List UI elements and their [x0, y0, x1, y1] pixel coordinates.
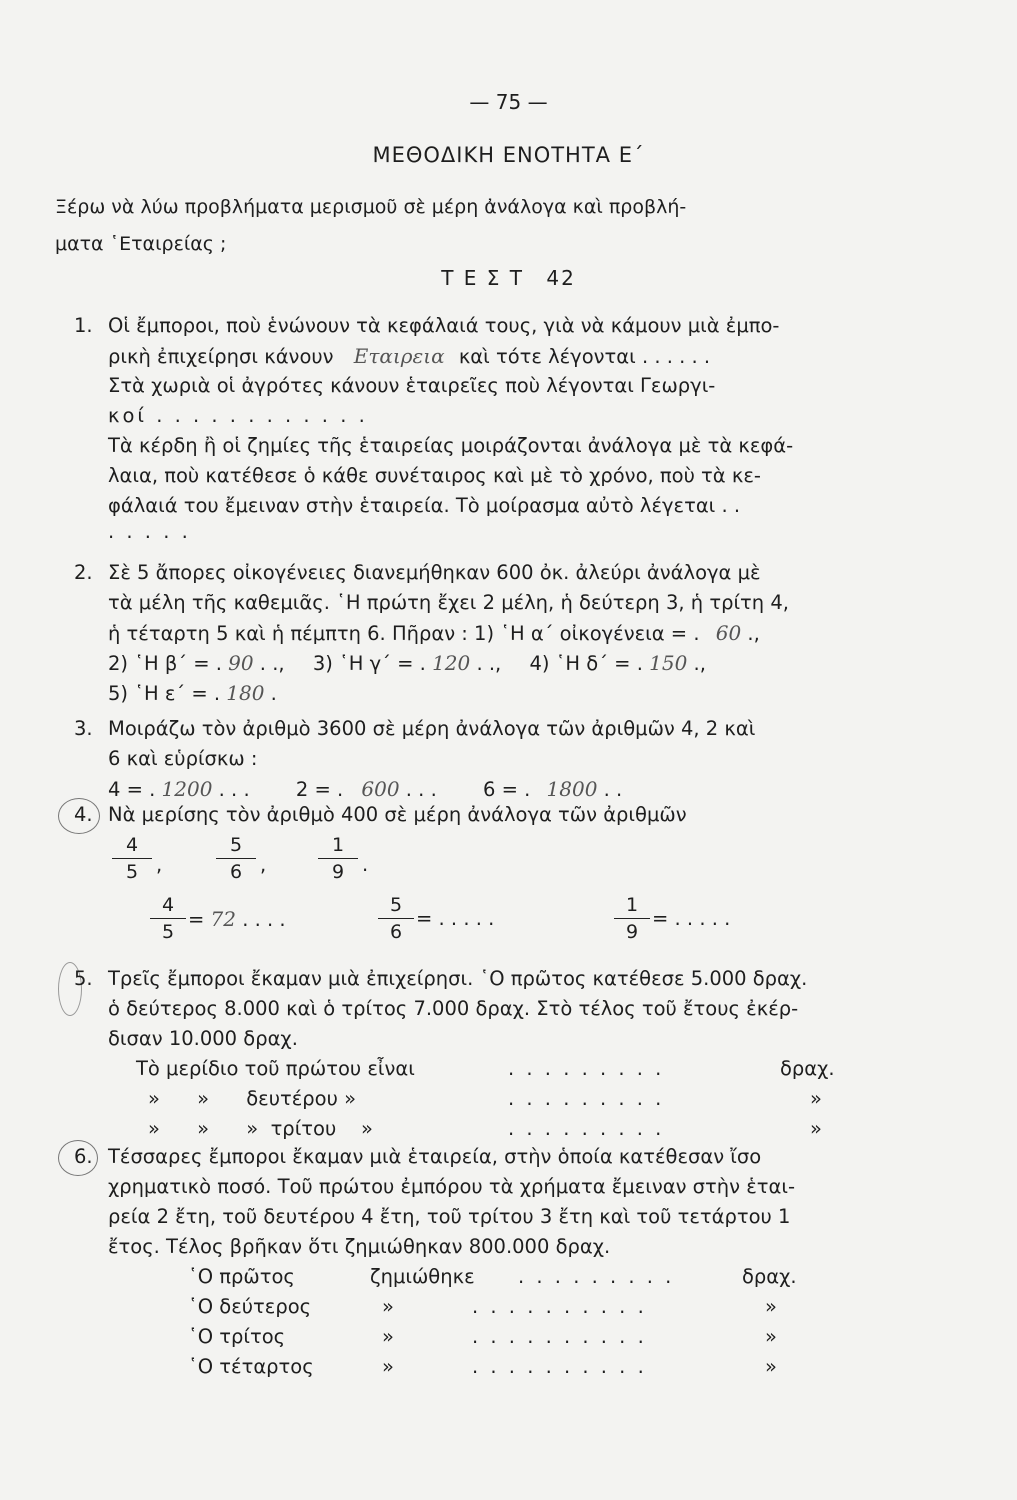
section-title: ΜΕΘΟΔΙΚΗ ΕΝΟΤΗΤΑ Ε΄: [372, 143, 645, 167]
q2-answer-2: 90: [228, 651, 254, 675]
q2-line-1: Σὲ 5 ἄπορες οἰκογένειες διανεμήθηκαν 600 ὀκ. ἀλεύρι ἀνάλογα μὲ: [108, 561, 761, 584]
q2-text: ἡ τέταρτη 5 καὶ ἡ πέμπτη 6. Πῆραν : 1) ῾Η α΄ οἰκογένεια = .: [108, 622, 700, 645]
q1-line-5: Τὰ κέρδη ἢ οἱ ζημίες τῆς ἑταιρείας μοιράζονται ἀνάλογα μὲ τὰ κεφά-: [108, 434, 794, 457]
q3-number: 3.: [74, 717, 93, 740]
q6-row-1-verb: ζημιώθηκε: [370, 1265, 475, 1288]
q4-answer-2-blank: = . . . . .: [416, 907, 495, 930]
q6-row-2-verb: »: [382, 1295, 394, 1318]
q2-answer-5: 180: [226, 681, 265, 705]
q5-row-3-dots: . . . . . . . . .: [508, 1117, 665, 1140]
q4-answer-fraction-3: [614, 894, 650, 943]
q1-handwritten-answer: Εταιρεια: [353, 344, 445, 368]
q4-handwritten-answer: 72: [210, 907, 236, 931]
q2-line-2: τὰ μέλη τῆς καθεμιᾶς. ῾Η πρώτη ἔχει 2 μέλη, ἡ δεύτερη 3, ἡ τρίτη 4,: [108, 591, 789, 614]
q6-row-3-dots: . . . . . . . . . .: [472, 1325, 647, 1348]
q3-line-1: Μοιράζω τὸν ἀριθμὸ 3600 σὲ μέρη ἀνάλογα τῶν ἀριθμῶν 4, 2 καὶ: [108, 717, 756, 740]
q4-number: 4.: [74, 803, 93, 826]
fraction-denominator: 6: [216, 858, 256, 883]
q1-text: καὶ τότε λέγονται . . . . . .: [458, 345, 711, 368]
q6-row-3-verb: »: [382, 1325, 394, 1348]
fraction-numerator: 1: [625, 894, 639, 916]
q6-row-1-label: ῾Ο πρῶτος: [188, 1265, 295, 1288]
fraction-denominator: 9: [614, 918, 650, 943]
q6-line-1: Τέσσαρες ἔμποροι ἔκαμαν μιὰ ἑταιρεία, στὴν ὁποία κατέθεσαν ἴσο: [108, 1145, 762, 1168]
q4-line-1: Νὰ μερίσης τὸν ἀριθμὸ 400 σὲ μέρη ἀνάλογα τῶν ἀριθμῶν: [108, 803, 687, 826]
q1-line-1: Οἱ ἔμποροι, ποὺ ἑνώνουν τὰ κεφάλαιά τους, γιὰ νὰ κάμουν μιὰ ἐμπο-: [108, 314, 780, 337]
q6-row-2-label: ῾Ο δεύτερος: [188, 1295, 312, 1318]
q5-row-2-unit: »: [810, 1087, 822, 1110]
q6-row-4-dots: . . . . . . . . . .: [472, 1355, 647, 1378]
q5-line-2: ὁ δεύτερος 8.000 καὶ ὁ τρίτος 7.000 δραχ. Στὸ τέλος τοῦ ἔτους ἐκέρ-: [108, 997, 799, 1020]
q2-item-2: 2) ῾Η β΄ = .: [108, 652, 222, 675]
q4-period: .: [362, 853, 369, 876]
q4-fraction-3: [318, 834, 358, 883]
q6-row-3-unit: »: [765, 1325, 777, 1348]
q5-number: 5.: [74, 967, 93, 990]
fraction-denominator: 5: [112, 858, 152, 883]
q6-line-4: ἔτος. Τέλος βρῆκαν ὅτι ζημιώθηκαν 800.000 δραχ.: [108, 1235, 611, 1258]
q6-row-4-unit: »: [765, 1355, 777, 1378]
fraction-numerator: 4: [125, 834, 139, 856]
intro-line-1: Ξέρω νὰ λύω προβλήματα μερισμοῦ σὲ μέρη ἀνάλογα καὶ προβλή-: [55, 196, 687, 218]
intro-line-2: ματα ῾Εταιρείας ;: [55, 233, 227, 255]
q6-row-2-dots: . . . . . . . . . .: [472, 1295, 647, 1318]
q1-line-7: φάλαιά του ἔμειναν στὴν ἑταιρεία. Τὸ μοίρασμα αὐτὸ λέγεται . .: [108, 494, 741, 517]
page-number: — 75 —: [469, 90, 548, 114]
q6-row-3-label: ῾Ο τρίτος: [188, 1325, 286, 1348]
q3-label-6: 6 = .: [482, 778, 531, 801]
q4-comma: ,: [156, 853, 163, 876]
q2-line-3: ἡ τέταρτη 5 καὶ ἡ πέμπτη 6. Πῆραν : 1) ῾Η α΄ οἰκογένεια = . 60 .,: [108, 621, 760, 645]
q1-line-3: Στὰ χωριὰ οἱ ἀγρότες κάνουν ἑταιρεῖες ποὺ λέγονται Γεωργι-: [108, 374, 716, 397]
q3-line-3: 4 = . 1200 . . . 2 = . 600 . . . 6 = . 1800 . .: [108, 777, 623, 801]
q2-number: 2.: [74, 561, 93, 584]
q6-row-4-label: ῾Ο τέταρτος: [188, 1355, 314, 1378]
q5-row-3-label: » » » τρίτου »: [148, 1117, 373, 1140]
fraction-denominator: 5: [150, 918, 186, 943]
q1-line-8: . . . . .: [108, 520, 191, 543]
q4-answer-1-blank: = 72 . . . .: [188, 907, 286, 931]
q6-row-2-unit: »: [765, 1295, 777, 1318]
fraction-numerator: 4: [161, 894, 175, 916]
q3-line-2: 6 καὶ εὑρίσκω :: [108, 747, 258, 770]
q6-row-1-unit: δραχ.: [742, 1265, 797, 1288]
fraction-numerator: 5: [229, 834, 243, 856]
q3-answer-2: 600: [361, 777, 400, 801]
q6-row-1-dots: . . . . . . . . .: [518, 1265, 675, 1288]
q3-answer-3: 1800: [546, 777, 598, 801]
q6-number: 6.: [74, 1145, 93, 1168]
fraction-denominator: 6: [378, 918, 414, 943]
q2-line-5: 5) ῾Η ε΄ = . 180 .: [108, 681, 277, 705]
q2-answer-3: 120: [432, 651, 471, 675]
q2-answer-4: 150: [649, 651, 688, 675]
q1-text: ρικὴ ἐπιχείρησι κάνουν: [108, 345, 334, 368]
q6-line-2: χρηματικὸ ποσό. Τοῦ πρώτου ἐμπόρου τὰ χρήματα ἔμειναν στὴν ἑται-: [108, 1175, 795, 1198]
q5-row-1-dots: . . . . . . . . .: [508, 1057, 665, 1080]
fraction-numerator: 1: [331, 834, 345, 856]
q5-row-2-dots: . . . . . . . . .: [508, 1087, 665, 1110]
q5-line-3: δισαν 10.000 δραχ.: [108, 1027, 298, 1050]
test-title: Τ Ε Σ Τ: [441, 266, 524, 290]
test-number: 42: [546, 266, 576, 290]
q5-row-2-label: » » δευτέρου »: [148, 1087, 356, 1110]
q1-line-2: [108, 341, 710, 372]
q6-line-3: ρεία 2 ἔτη, τοῦ δευτέρου 4 ἔτη, τοῦ τρίτου 3 ἔτη καὶ τοῦ τετάρτου 1: [108, 1205, 791, 1228]
q1-line-4: κοί . . . . . . . . . . . .: [108, 404, 368, 427]
q5-line-1: Τρεῖς ἔμποροι ἔκαμαν μιὰ ἐπιχείρησι. ῾Ο πρῶτος κατέθεσε 5.000 δραχ.: [108, 967, 808, 990]
q3-answer-1: 1200: [161, 777, 213, 801]
q1-number: 1.: [74, 314, 93, 337]
fraction-denominator: 9: [318, 858, 358, 883]
q2-item-4: 4) ῾Η δ΄ = .: [529, 652, 643, 675]
q4-answer-fraction-2: [378, 894, 414, 943]
q3-label-2: 2 = .: [295, 778, 344, 801]
q2-item-3: 3) ῾Η γ΄ = .: [312, 652, 426, 675]
q5-row-1-unit: δραχ.: [780, 1057, 835, 1080]
fraction-numerator: 5: [389, 894, 403, 916]
q2-item-5: 5) ῾Η ε΄ = .: [108, 682, 221, 705]
q4-answer-3-blank: = . . . . .: [652, 907, 731, 930]
q4-fraction-1: [112, 834, 152, 883]
test-heading: [0, 266, 1017, 290]
q5-row-1-label: Τὸ μερίδιο τοῦ πρώτου εἶναι: [136, 1057, 415, 1080]
q1-line-6: λαια, ποὺ κατέθεσε ὁ κάθε συνέταιρος καὶ μὲ τὸ χρόνο, ποὺ τὰ κε-: [108, 464, 761, 487]
q2-answer-1: 60: [715, 621, 742, 645]
q4-fraction-2: [216, 834, 256, 883]
q3-label-4: 4 = .: [108, 778, 156, 801]
q6-row-4-verb: »: [382, 1355, 394, 1378]
q5-row-3-unit: »: [810, 1117, 822, 1140]
q2-line-4: 2) ῾Η β΄ = . 90 . ., 3) ῾Η γ΄ = . 120 . ., 4) ῾Η δ΄ = . 150 .,: [108, 651, 706, 675]
q4-comma: ,: [260, 853, 267, 876]
q4-answer-fraction-1: [150, 894, 186, 943]
